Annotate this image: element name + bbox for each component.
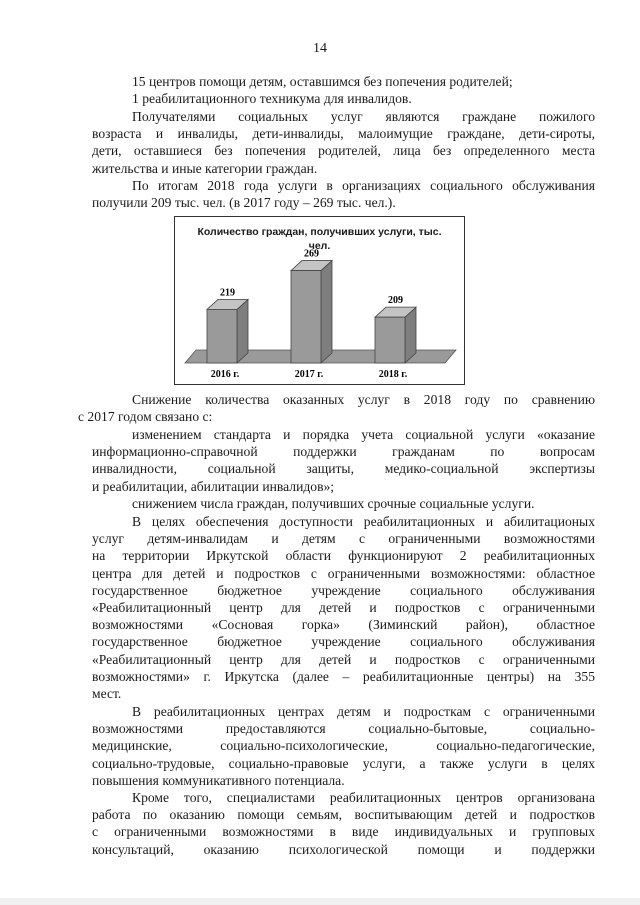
text-line: центра для детей и подростков с ограниченными возможностями: областное [92,565,595,581]
text-line: медицинские, социально-психологические, социально-педагогические, [92,738,595,754]
chart-title-line: Количество граждан, получивших услуги, тыс. [197,226,442,238]
paragraph-decrease [78,391,595,425]
bar [291,271,321,363]
data-label: 269 [304,248,319,260]
text-line: консультаций, оказанию психологической помощи и поддержки [92,841,595,857]
text-line: дети, оставшиеся без попечения родителей, лица без определенного места [92,143,595,159]
text-line: Снижение количества оказанных услуг в 2018 году по сравнению [132,392,595,407]
text-line: социально-трудовые, социально-правовые услуги, а также услуги в целях [92,755,595,771]
text-line: на территории Иркутской области функционируют 2 реабилитационных [92,548,595,564]
text-line: услуг детям-инвалидам и детям с ограниченными возможностями [92,531,595,547]
text-line: с 2017 годом связано с: [78,409,213,425]
intro-list [92,73,595,107]
category-label: 2016 г. [210,369,240,380]
text-line: изменением стандарта и порядка учета социальной услуги «оказание [132,427,595,442]
text-line: «Реабилитационный центр для детей и подростков с ограниченными [92,600,595,616]
paragraph-standard [92,426,595,495]
text-line: и реабилитации, абилитации инвалидов»; [92,478,335,494]
text-line: государственное бюджетное учреждение социального обслуживания [92,634,595,650]
page-number: 14 [313,41,327,56]
scan-edge [0,898,640,905]
paragraph-recipients [92,108,595,177]
chart-plot [175,217,464,384]
text-line: повышения коммуникативного потенциала. [92,772,345,788]
paragraph-results [92,177,595,211]
data-label: 219 [220,287,235,299]
text-line: Кроме того, специалистами реабилитационных центров организована [132,790,595,805]
text-line: получили 209 тыс. чел. (в 2017 году – 269 тыс. чел.). [92,195,396,211]
text-line: мест. [92,686,122,702]
paragraph-families [92,789,595,858]
data-label: 209 [388,295,403,307]
bar-chart [174,216,465,385]
category-label: 2018 г. [378,369,408,380]
text-line: По итогам 2018 года услуги в организациях социального обслуживания [132,178,595,193]
text-line: возраста и инвалиды, дети-инвалиды, малоимущие граждане, дети-сироты, [92,126,595,142]
text-line: В реабилитационных центрах детям и подросткам с ограниченными [132,704,595,719]
paragraph-urgent [92,495,595,512]
category-label: 2017 г. [294,369,324,380]
text-line: «Реабилитационный центр для детей и подростков с ограниченными [92,651,595,667]
text-line: инвалидности, социальной защиты, медико-социальной экспертизы [92,461,595,477]
text-line: государственное бюджетное учреждение социального обслуживания [92,582,595,598]
text-line: работа по оказанию помощи семьям, воспитывающим детей и подростков [92,807,595,823]
bar [207,309,237,363]
text-line: Получателями социальных услуг являются граждане пожилого [132,109,595,124]
text-line: информационно-справочной поддержки гражданам по вопросам [92,444,595,460]
text-line: возможностями предоставляются социально-бытовые, социально- [92,721,595,737]
paragraph-centers [92,513,595,702]
bar [375,317,405,363]
text-line: 15 центров помощи детям, оставшимся без попечения родителей; [132,74,513,89]
text-line: возможностями» г. Иркутска (далее – реабилитационные центры) на 355 [92,668,595,684]
text-line: В целях обеспечения доступности реабилитационных и абилитационых [132,514,595,529]
text-line: жительства и иные категории граждан. [92,160,318,176]
text-line: снижением числа граждан, получивших срочные социальные услуги. [132,496,535,511]
text-line: возможностями «Сосновая горка» (Зиминский район), областное [92,617,595,633]
chart-title-line: чел. [308,240,331,252]
text-line: с ограниченными возможностями в виде индивидуальных и групповых [92,824,595,840]
paragraph-services [92,703,595,789]
text-line: 1 реабилитационного техникума для инвалидов. [132,91,412,107]
bar-side [237,299,248,363]
bar-side [321,261,332,363]
